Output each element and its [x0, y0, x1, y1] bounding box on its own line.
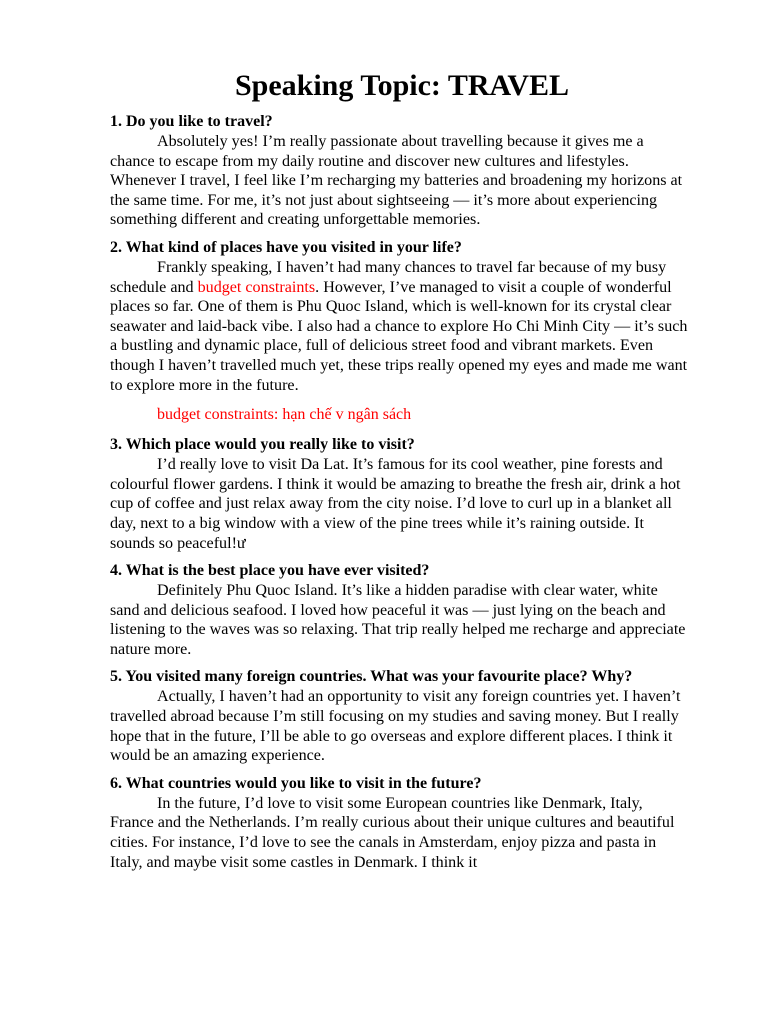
- question-1: 1. Do you like to travel?: [110, 113, 273, 130]
- answer-3: I’d really love to visit Da Lat. It’s famous for its cool weather, pine forests and colourful flower gardens. I think it would be amazing to breathe the fresh air, drink a hot cup of coffee and just relax away from the city noise. I’d love to curl up in a blanket all day, next to a big window with a view of the pine trees while it’s raining outside. It sounds so peaceful!ư: [110, 456, 681, 552]
- question-5: 5. You visited many foreign countries. What was your favourite place? Why?: [110, 668, 633, 686]
- answer-6: In the future, I’d love to visit some European countries like Denmark, Italy, France and the Netherlands. I’m really curious about their unique cultures and beautiful cities. For instance, I’d love to see the canals in Amsterdam, enjoy pizza and pasta in Italy, and maybe visit some castles in Denmark. I think it: [110, 794, 675, 871]
- answer-2: [110, 258, 690, 395]
- vocab-highlight: budget constraints: [197, 278, 316, 296]
- vocab-note: budget constraints: hạn chế v ngân sách: [157, 406, 412, 424]
- question-6: 6. What countries would you like to visit in the future?: [110, 774, 482, 792]
- answer-4: Definitely Phu Quoc Island. It’s like a hidden paradise with clear water, white sand and delicious seafood. I loved how peaceful it was — just lying on the beach and listening to the waves was so relaxing. That trip really helped me recharge and appreciate nature more.: [110, 582, 686, 658]
- question-3: 3. Which place would you really like to visit?: [110, 436, 415, 454]
- question-4: 4. What is the best place you have ever visited?: [110, 562, 430, 580]
- answer-5: Actually, I haven’t had an opportunity to visit any foreign countries yet. I haven’t travelled abroad because I’m still focusing on my studies and saving money. But I really hope that in the future, I’ll be able to go overseas and explore different places. I think it would be an amazing experience.: [110, 688, 681, 765]
- answer-2-part-2: . However, I’ve managed to visit a couple of wonderful places so far. One of them is Phu Quoc Island, which is well-known for its crystal clear seawater and laid-back vibe. I also had a chance to explore Ho Chi Minh City — it’s such a bustling and dynamic place, full of delicious street food and vibrant markets. Even though I haven’t travelled much yet, these trips really opened my eyes and made me want to explore more in the future.: [110, 278, 688, 394]
- page-title: Speaking Topic: TRAVEL: [234, 69, 570, 102]
- answer-2-part-1: Frankly speaking, I haven’t had many chances to travel far because of my busy schedule and: [110, 258, 667, 296]
- answer-1: Absolutely yes! I’m really passionate about travelling because it gives me a chance to escape from my daily routine and discover new cultures and lifestyles. Whenever I travel, I feel like I’m recharging my batteries and broadening my horizons at the same time. For me, it’s not just about sightseeing — it’s more about experiencing something different and creating unforgettable memories.: [110, 133, 683, 229]
- question-2: 2. What kind of places have you visited in your life?: [110, 238, 462, 256]
